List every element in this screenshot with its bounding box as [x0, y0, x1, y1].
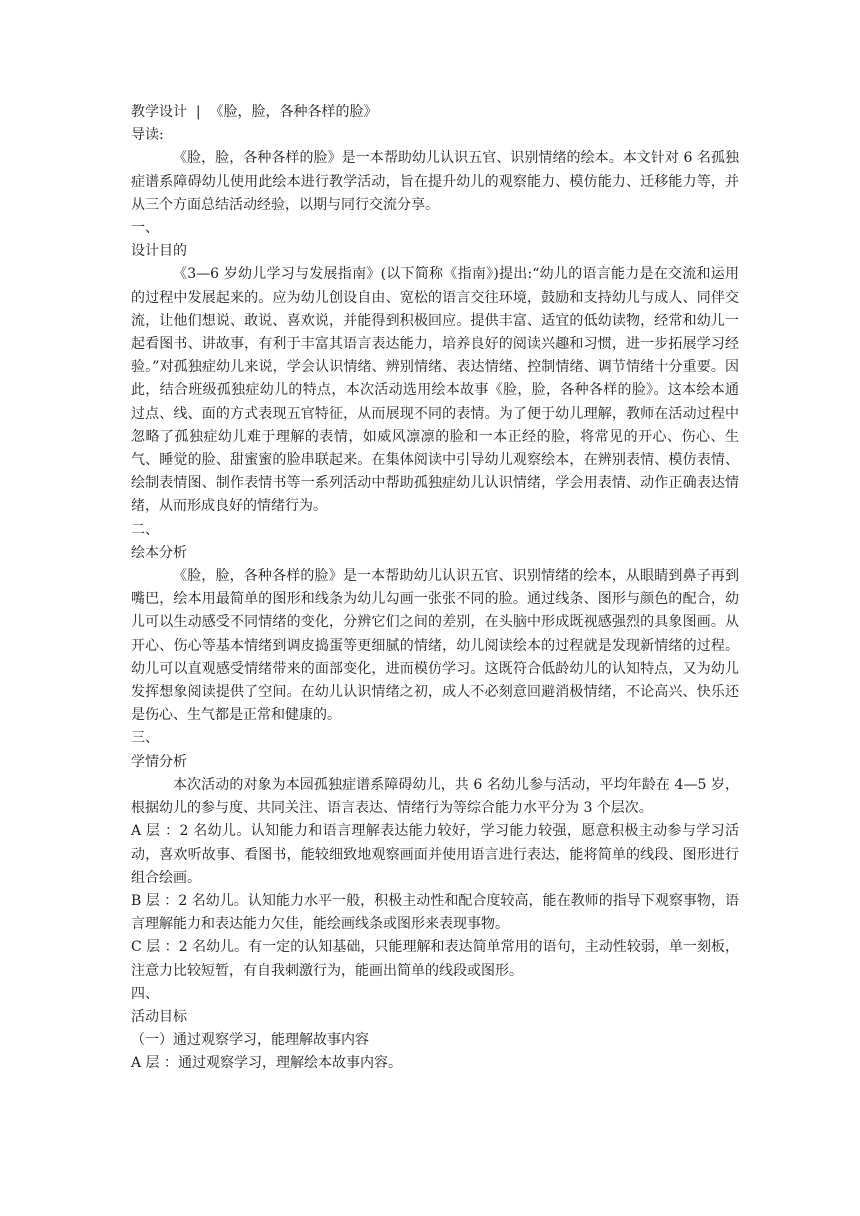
section-2-paragraph: 《脸，脸，各种各样的脸》是一本帮助幼儿认识五官、识别情绪的绘本，从眼睛到鼻子再到嘴巴，绘本用最简单的图形和线条为幼儿勾画一张张不同的脸。通过线条、图形与颜色的配合，幼儿可以生动感受不同情绪的变化，分辨它们之间的差别，在头脑中形成既视感强烈的具象图画。从开心、伤心等基本情绪到调皮捣蛋等更细腻的情绪，幼儿阅读绘本的过程就是发现新情绪的过程。幼儿可以直观感受情绪带来的面部变化，进而模仿学习。这既符合低龄幼儿的认知特点，又为幼儿发挥想象阅读提供了空间。在幼儿认识情绪之初，成人不必刻意回避消极情绪，不论高兴、快乐还是伤心、生气都是正常和健康的。 [131, 568, 739, 724]
section-4-subheading: （一）通过观察学习，能理解故事内容 [131, 1032, 369, 1049]
level-a-description: A 层 ：2 名幼儿。认知能力和语言理解表达能力较好，学习能力较强，愿意积极主动参与学习活动，喜欢听故事、看图书，能较细致地观察画面并使用语言进行表达，能将简单的线段、图形进行组合绘画。 [131, 823, 739, 886]
section-number-3: 三、 [131, 730, 159, 747]
level-b-description: B 层 ：2 名幼儿。认知能力水平一般，积极主动性和配合度较高，能在教师的指导下观察事物，语言理解能力和表达能力欠佳，能绘画线条或图形来表现事物。 [131, 892, 739, 933]
section-1-paragraph: 《3—6 岁幼儿学习与发展指南》(以下简称《指南》)提出:“幼儿的语言能力是在交流和运用的过程中发展起来的。应为幼儿创设自由、宽松的语言交往环境，鼓励和支持幼儿与成人、同伴交流，让他们想说、敢说、喜欢说，并能得到积极回应。提供丰富、适宜的低幼读物，经常和幼儿一起看图书、讲故事，有利于丰富其语言表达能力，培养良好的阅读兴趣和习惯，进一步拓展学习经验。”对孤独症幼儿来说，学会认识情绪、辨别情绪、表达情绪、控制情绪、调节情绪十分重要。因此，结合班级孤独症幼儿的特点，本次活动选用绘本故事《脸，脸，各种各样的脸》。这本绘本通过点、线、面的方式表现五官特征，从而展现不同的表情。为了便于幼儿理解，教师在活动过程中忽略了孤独症幼儿难于理解的表情，如威风凛凛的脸和一本正经的脸，将常见的开心、伤心、生气、睡觉的脸、甜蜜蜜的脸串联起来。在集体阅读中引导幼儿观察绘本，在辨别表情、模仿表情、绘制表情图、制作表情书等一系列活动中帮助孤独症幼儿认识情绪，学会用表情、动作正确表达情绪，从而形成良好的情绪行为。 [131, 266, 739, 515]
section-number-1: 一、 [131, 220, 159, 237]
intro-label: 导读: [131, 127, 164, 144]
intro-paragraph: 《脸，脸，各种各样的脸》是一本帮助幼儿认识五官、识别情绪的绘本。本文针对 6 名孤独症谱系障碍幼儿使用此绘本进行教学活动，旨在提升幼儿的观察能力、模仿能力、迁移能力等，并从三个方面总结活动经验，以期与同行交流分享。 [131, 150, 739, 213]
section-title-3: 学情分析 [131, 753, 187, 770]
level-c-description: C 层 ：2 名幼儿。有一定的认知基础，只能理解和表达简单常用的语句，主动性较弱，单一刻板，注意力比较短暂，有自我刺激行为，能画出简单的线段或图形。 [131, 939, 739, 979]
section-number-4: 四、 [131, 985, 159, 1002]
section-number-2: 二、 [131, 521, 159, 538]
document-page [131, 101, 739, 1076]
section-title-2: 绘本分析 [131, 544, 187, 561]
section-4-item-a: A 层 ：通过观察学习，理解绘本故事内容。 [131, 1055, 403, 1072]
section-title-1: 设计目的 [131, 243, 187, 260]
document-header: 教学设计 | 《脸，脸，各种各样的脸》 [131, 104, 378, 120]
section-title-4: 活动目标 [131, 1008, 187, 1025]
section-3-paragraph: 本次活动的对象为本园孤独症谱系障碍幼儿，共 6 名幼儿参与活动，平均年龄在 4—5 岁，根据幼儿的参与度、共同关注、语言表达、情绪行为等综合能力水平分为 3 个层次。 [131, 776, 739, 817]
